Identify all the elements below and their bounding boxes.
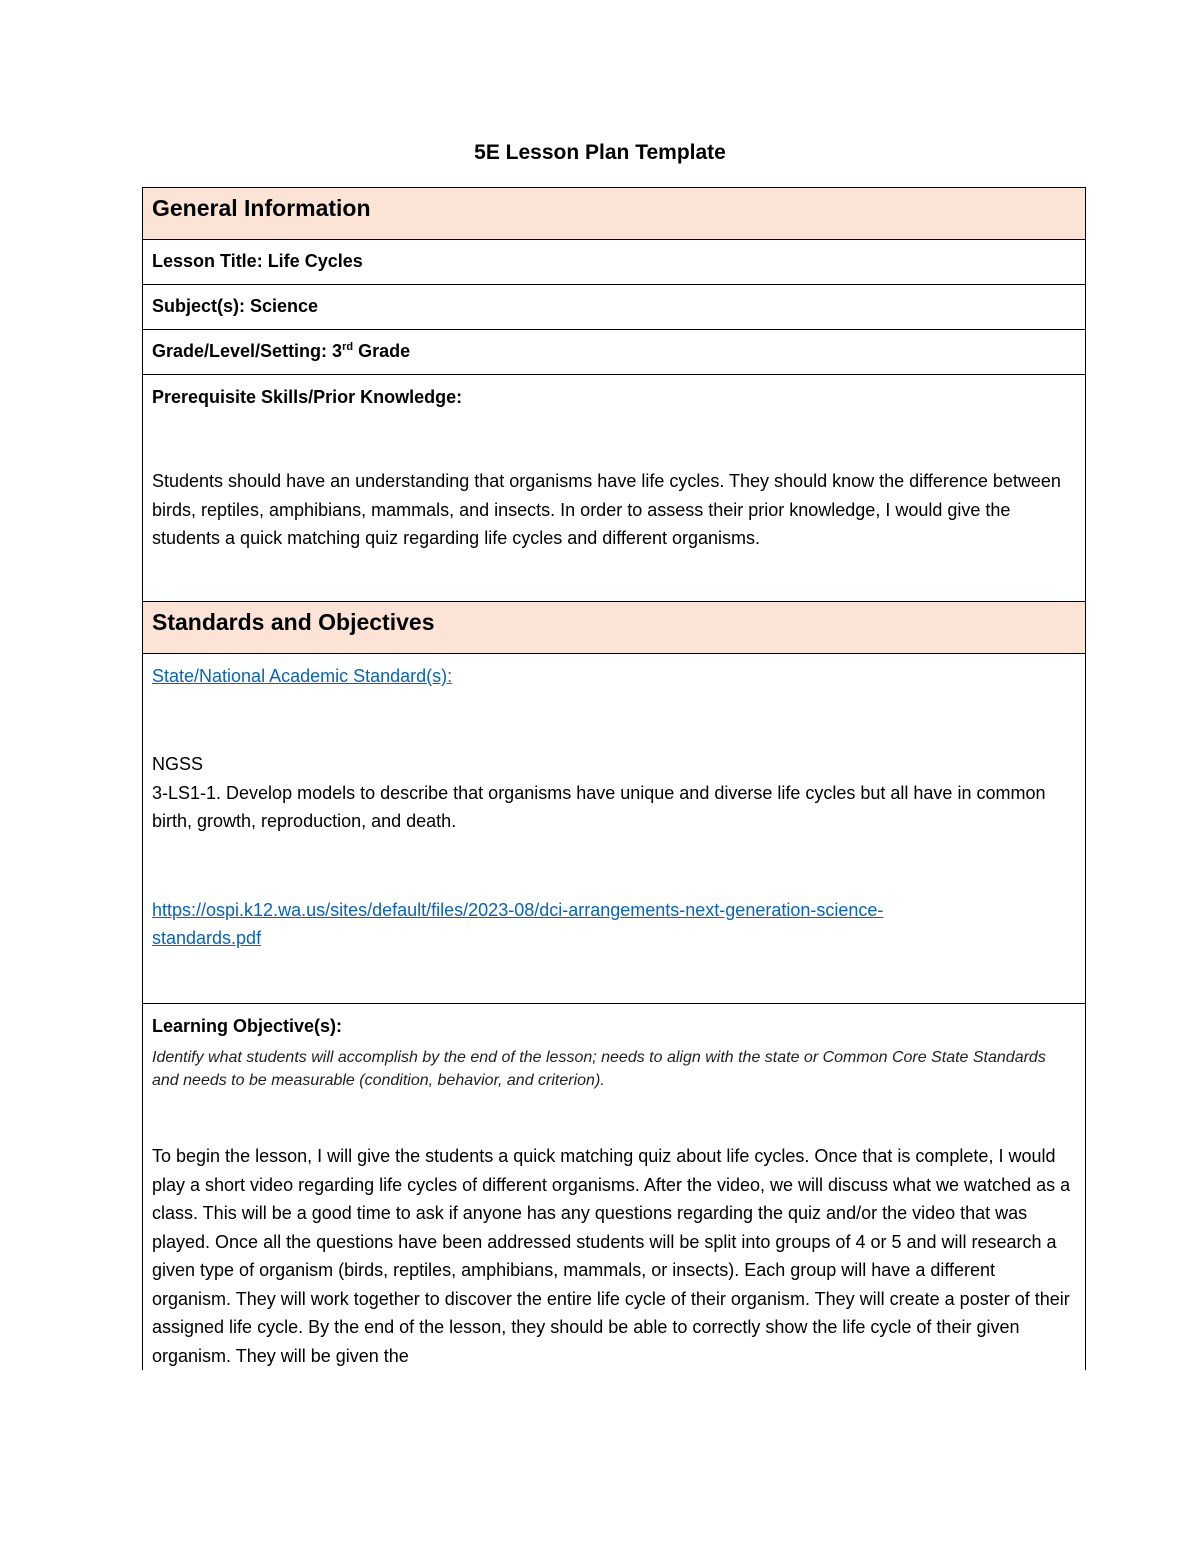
grade-prefix: Grade/Level/Setting: 3	[152, 341, 343, 361]
learning-objectives-note: Identify what students will accomplish by the end of the lesson; needs to align with the state or Common Core State Standards and needs to be measurable (condition, behavior, and criterion).	[152, 1049, 1046, 1089]
prerequisite-text: Students should have an understanding that organisms have life cycles. They should know the difference between birds, reptiles, amphibians, mammals, and insects. In order to assess their prior knowledge, I would give the students a quick matching quiz regarding life cycles and different organisms.	[152, 471, 1061, 548]
standards-link[interactable]: State/National Academic Standard(s):	[152, 666, 453, 686]
standards-row	[143, 654, 1086, 1004]
standards-url-line2[interactable]: standards.pdf	[152, 928, 262, 948]
lesson-plan-table	[142, 187, 1086, 1370]
learning-objectives-label: Learning Objective(s):	[152, 1016, 343, 1036]
ngss-label: NGSS	[152, 754, 204, 774]
general-information-header	[143, 188, 1086, 240]
subjects-row	[143, 285, 1086, 330]
lesson-title: Lesson Title: Life Cycles	[152, 251, 363, 271]
prerequisite-label: Prerequisite Skills/Prior Knowledge:	[152, 387, 463, 407]
subjects: Subject(s): Science	[152, 296, 319, 316]
standards-url[interactable]	[152, 896, 1076, 953]
standards-url-line1[interactable]: https://ospi.k12.wa.us/sites/default/files/2023-08/dci-arrangements-next-generation-science-	[152, 899, 884, 920]
grade-superscript: rd	[342, 341, 354, 353]
lesson-title-row	[143, 240, 1086, 285]
document-title: 5E Lesson Plan Template	[474, 141, 726, 164]
general-information-heading: General Information	[143, 188, 1086, 240]
grade-row	[143, 330, 1086, 375]
learning-objectives-row	[143, 1004, 1086, 1371]
standard-text: 3-LS1-1. Develop models to describe that organisms have unique and diverse life cycles but all have in common birth, growth, reproduction, and death.	[152, 782, 1046, 831]
learning-objectives-text: To begin the lesson, I will give the students a quick matching quiz about life cycles. Once that is complete, I would play a short video regarding life cycles of different organisms. After the video, we will discuss what we watched as a class. This will be a good time to ask if anyone has any questions regarding the quiz and/or the video that was played. Once all the questions have been addressed students will be split into groups of 4 or 5 and will research a given type of organism (birds, reptiles, amphibians, mammals, or insects). Each group will have a different organism. They will work together to discover the entire life cycle of their organism. They will create a poster of their assigned life cycle. By the end of the lesson, they should be able to correctly show the life cycle of their given organism. They will be given the	[152, 1146, 1071, 1366]
prerequisite-row	[143, 375, 1086, 602]
grade-suffix: Grade	[353, 341, 411, 361]
standards-objectives-heading: Standards and Objectives	[143, 602, 1086, 654]
standards-objectives-header	[143, 602, 1086, 654]
grade-level-setting	[152, 330, 1076, 363]
